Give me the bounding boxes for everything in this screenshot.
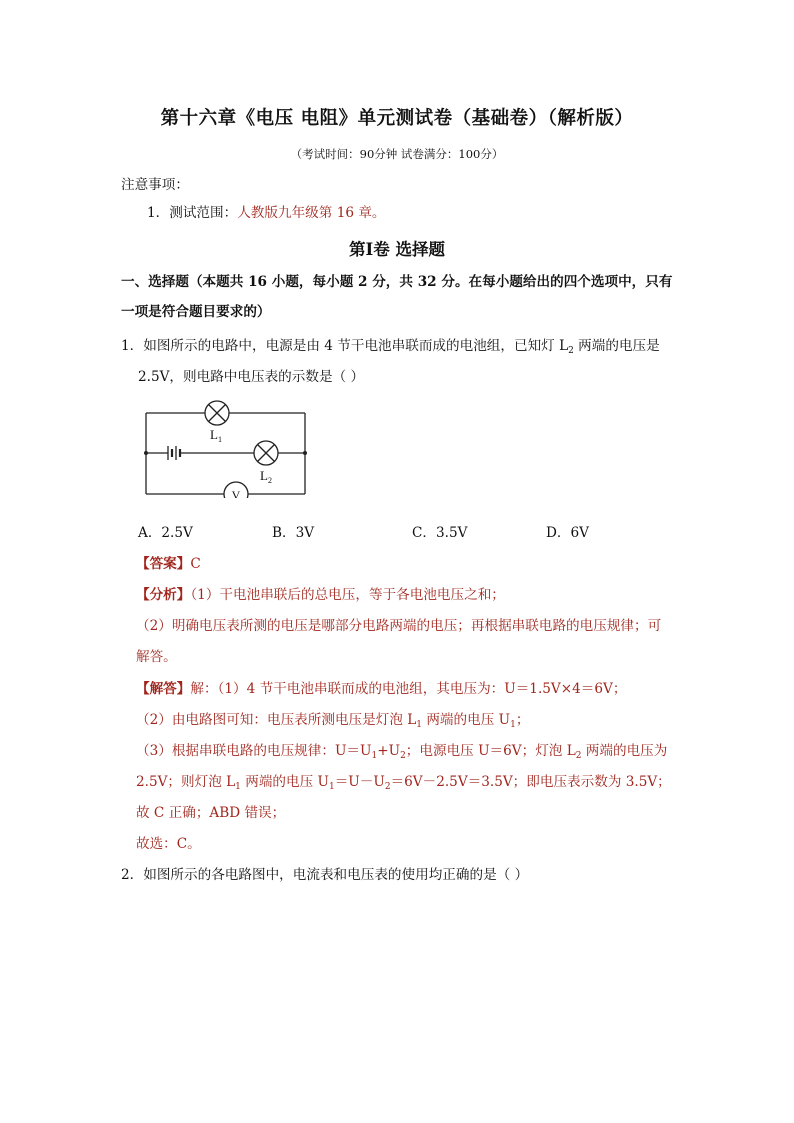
- junction-right: [303, 451, 307, 455]
- exam-info: （考试时间：90分钟 试卷满分：100分）: [290, 147, 504, 161]
- q1-option-a: A．2.5V: [138, 525, 193, 541]
- analysis-label: 【分析】: [136, 587, 191, 603]
- notes-item-1-prefix: 1．测试范围：: [147, 205, 238, 221]
- q1-analysis-line1: [136, 586, 505, 604]
- lamp1-label: $L_1$: [210, 427, 222, 444]
- solution-label: 【解答】: [136, 681, 191, 697]
- q1-solution-line4: 2.5V；则灯泡 $L_1$ 两端的电压 $U_1=U-U_2=6V-2.5V=3.5V$；即电压表示数为 3.5V；: [136, 774, 671, 792]
- part1-instructions-line2: 一项是符合题目要求的）: [121, 304, 271, 320]
- analysis-text-1: （1）干电池串联后的总电压，等于各电池电压之和；: [190, 587, 505, 603]
- q1-option-b: B．3V: [272, 525, 315, 541]
- q1-answer: [136, 555, 201, 573]
- section-title: 第Ⅰ卷 选择题: [349, 240, 445, 259]
- answer-value: C: [190, 556, 201, 572]
- q1-stem-text-a: 1．如图所示的电路中，电源是由 4 节干电池串联而成的电池组，已知灯 L: [121, 338, 569, 354]
- q1-option-d: D．6V: [546, 525, 589, 541]
- q1-stem-line1: [121, 337, 660, 355]
- q1-option-c: C．3.5V: [412, 525, 468, 541]
- q2-stem-line1: 2．如图所示的各电路图中，电流表和电压表的使用均正确的是（ ）: [121, 867, 529, 883]
- q1-solution-line3: （3）根据串联电路的电压规律：$U=U_1+U_2$；电源电压 U＝6V；灯泡 $L_2$ 两端的电压为: [136, 743, 668, 761]
- q1-solution-line5: 故 C 正确；ABD 错误；: [136, 805, 286, 821]
- lamp2-label: $L_2$: [260, 468, 272, 485]
- junction-left: [144, 451, 148, 455]
- q1-solution-line6: 故选：C。: [136, 836, 201, 852]
- q1-analysis-line3: 解答。: [136, 649, 177, 665]
- solution-text-1: 解：（1）4 节干电池串联而成的电池组，其电压为：U＝1.5V×4＝6V；: [190, 681, 627, 697]
- notes-heading: 注意事项：: [121, 177, 189, 193]
- notes-item-1-scope: 人教版九年级第 16 章。: [237, 205, 386, 221]
- answer-label: 【答案】: [136, 556, 191, 572]
- q1-analysis-line2: （2）明确电压表所测的电压是哪部分电路两端的电压；再根据串联电路的电压规律；可: [136, 618, 662, 634]
- q1-solution-line2: （2）由电路图可知：电压表所测电压是灯泡 $L_1$ 两端的电压 $U_1$；: [136, 712, 530, 730]
- q1-circuit-diagram: [140, 396, 310, 498]
- part1-instructions-line1: 一、选择题（本题共 16 小题，每小题 2 分，共 32 分。在每小题给出的四个选项中，只有: [121, 274, 673, 290]
- notes-item-1: [147, 204, 386, 222]
- q1-stem-line2: 2.5V，则电路中电压表的示数是（ ）: [138, 369, 365, 385]
- q1-stem-text-b: 两端的电压是: [573, 338, 660, 354]
- page-title: 第十六章《电压 电阻》单元测试卷（基础卷）（解析版）: [160, 108, 634, 129]
- voltmeter-label: V: [231, 488, 241, 498]
- q1-solution-line1: [136, 680, 626, 698]
- q1-stem-sub: 2: [568, 346, 574, 356]
